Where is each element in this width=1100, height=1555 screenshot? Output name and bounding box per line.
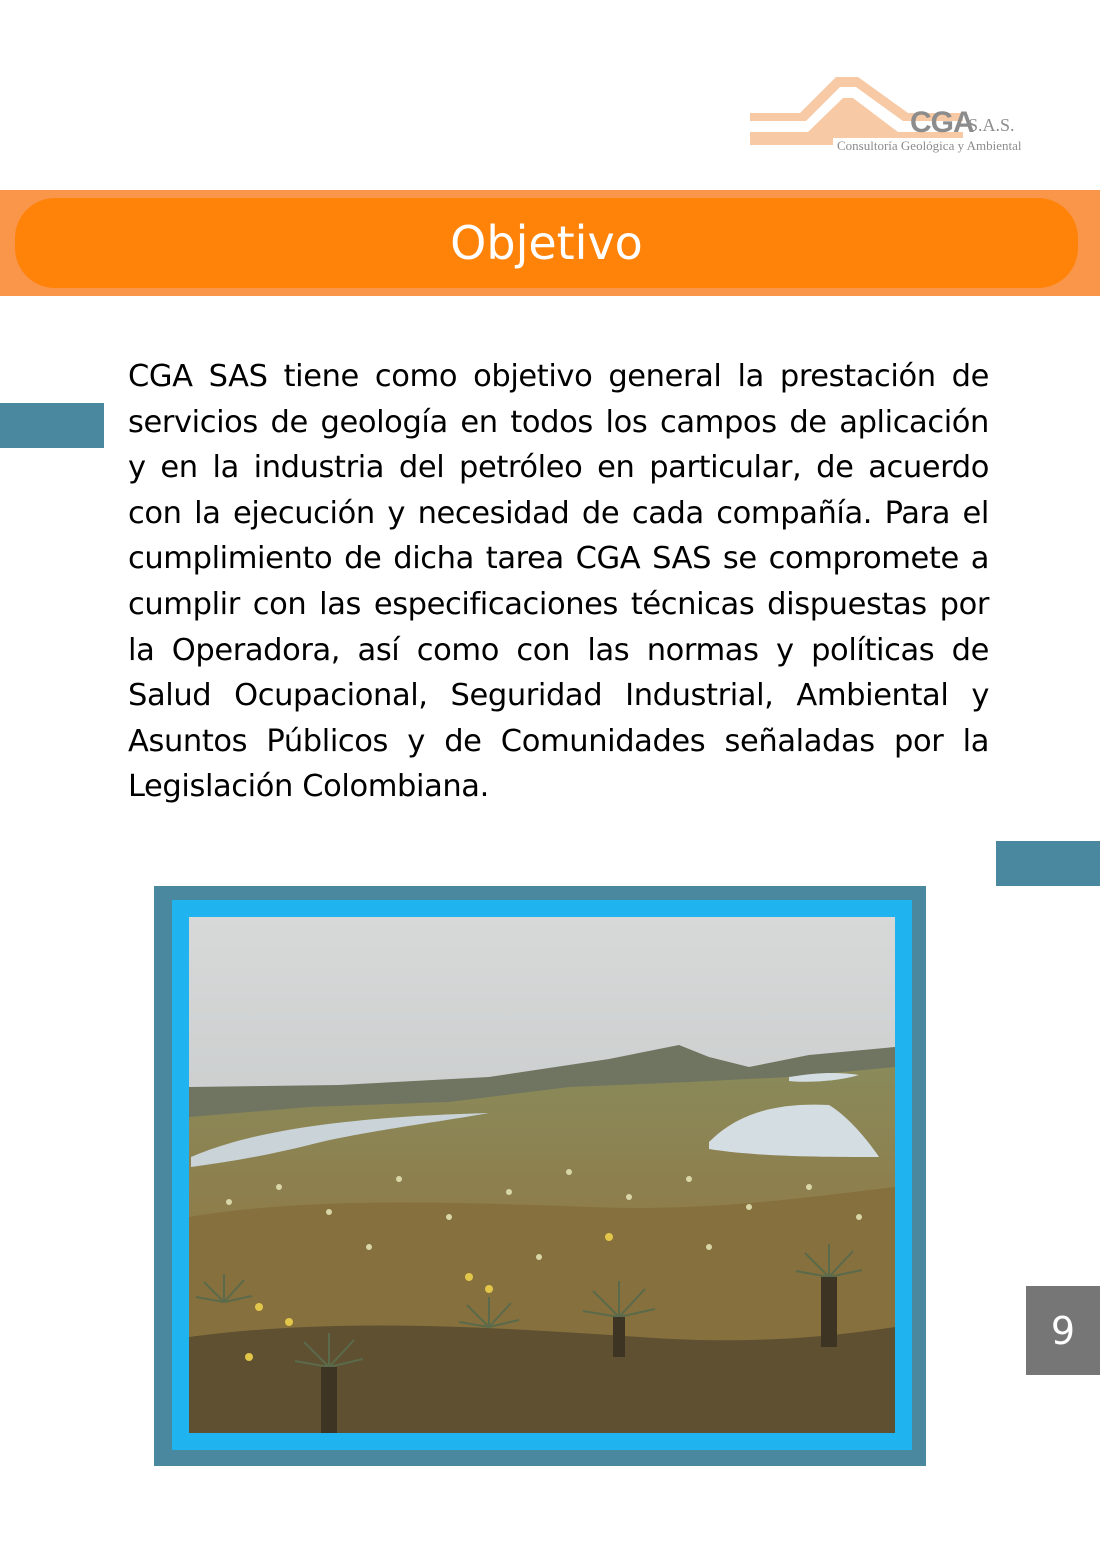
photo-frame [154,886,926,1466]
section-title: Objetivo [450,216,643,270]
page-number-box [1026,1286,1100,1375]
logo-wordmark: CGA [910,106,974,139]
logo-tagline: Consultoría Geológica y Ambiental [837,138,1022,153]
page-number: 9 [1050,1308,1076,1353]
objective-paragraph: CGA SAS tiene como objetivo general la prestación de servicios de geología en todos los campos de aplicación y en la industria del petróleo en particular, de acuerdo con la ejecución y necesidad de cada compañía. Para el cumplimiento de dicha tarea CGA SAS se compromete a cumplir con las especificaciones técnicas dispuestas por la Operadora, así como con las normas y políticas de Salud Ocupacional, Seguridad Industrial, Ambiental y Asuntos Públicos y de Comunidades señaladas por la Legislación Colombiana. [128,359,989,805]
left-accent-bar [0,403,104,448]
section-title-banner [15,198,1078,288]
company-logo [748,70,1038,165]
paramo-landscape-photo [189,917,895,1433]
photo-border [172,900,912,1450]
right-accent-bar [996,841,1100,886]
logo-suffix: S.A.S. [968,115,1015,135]
